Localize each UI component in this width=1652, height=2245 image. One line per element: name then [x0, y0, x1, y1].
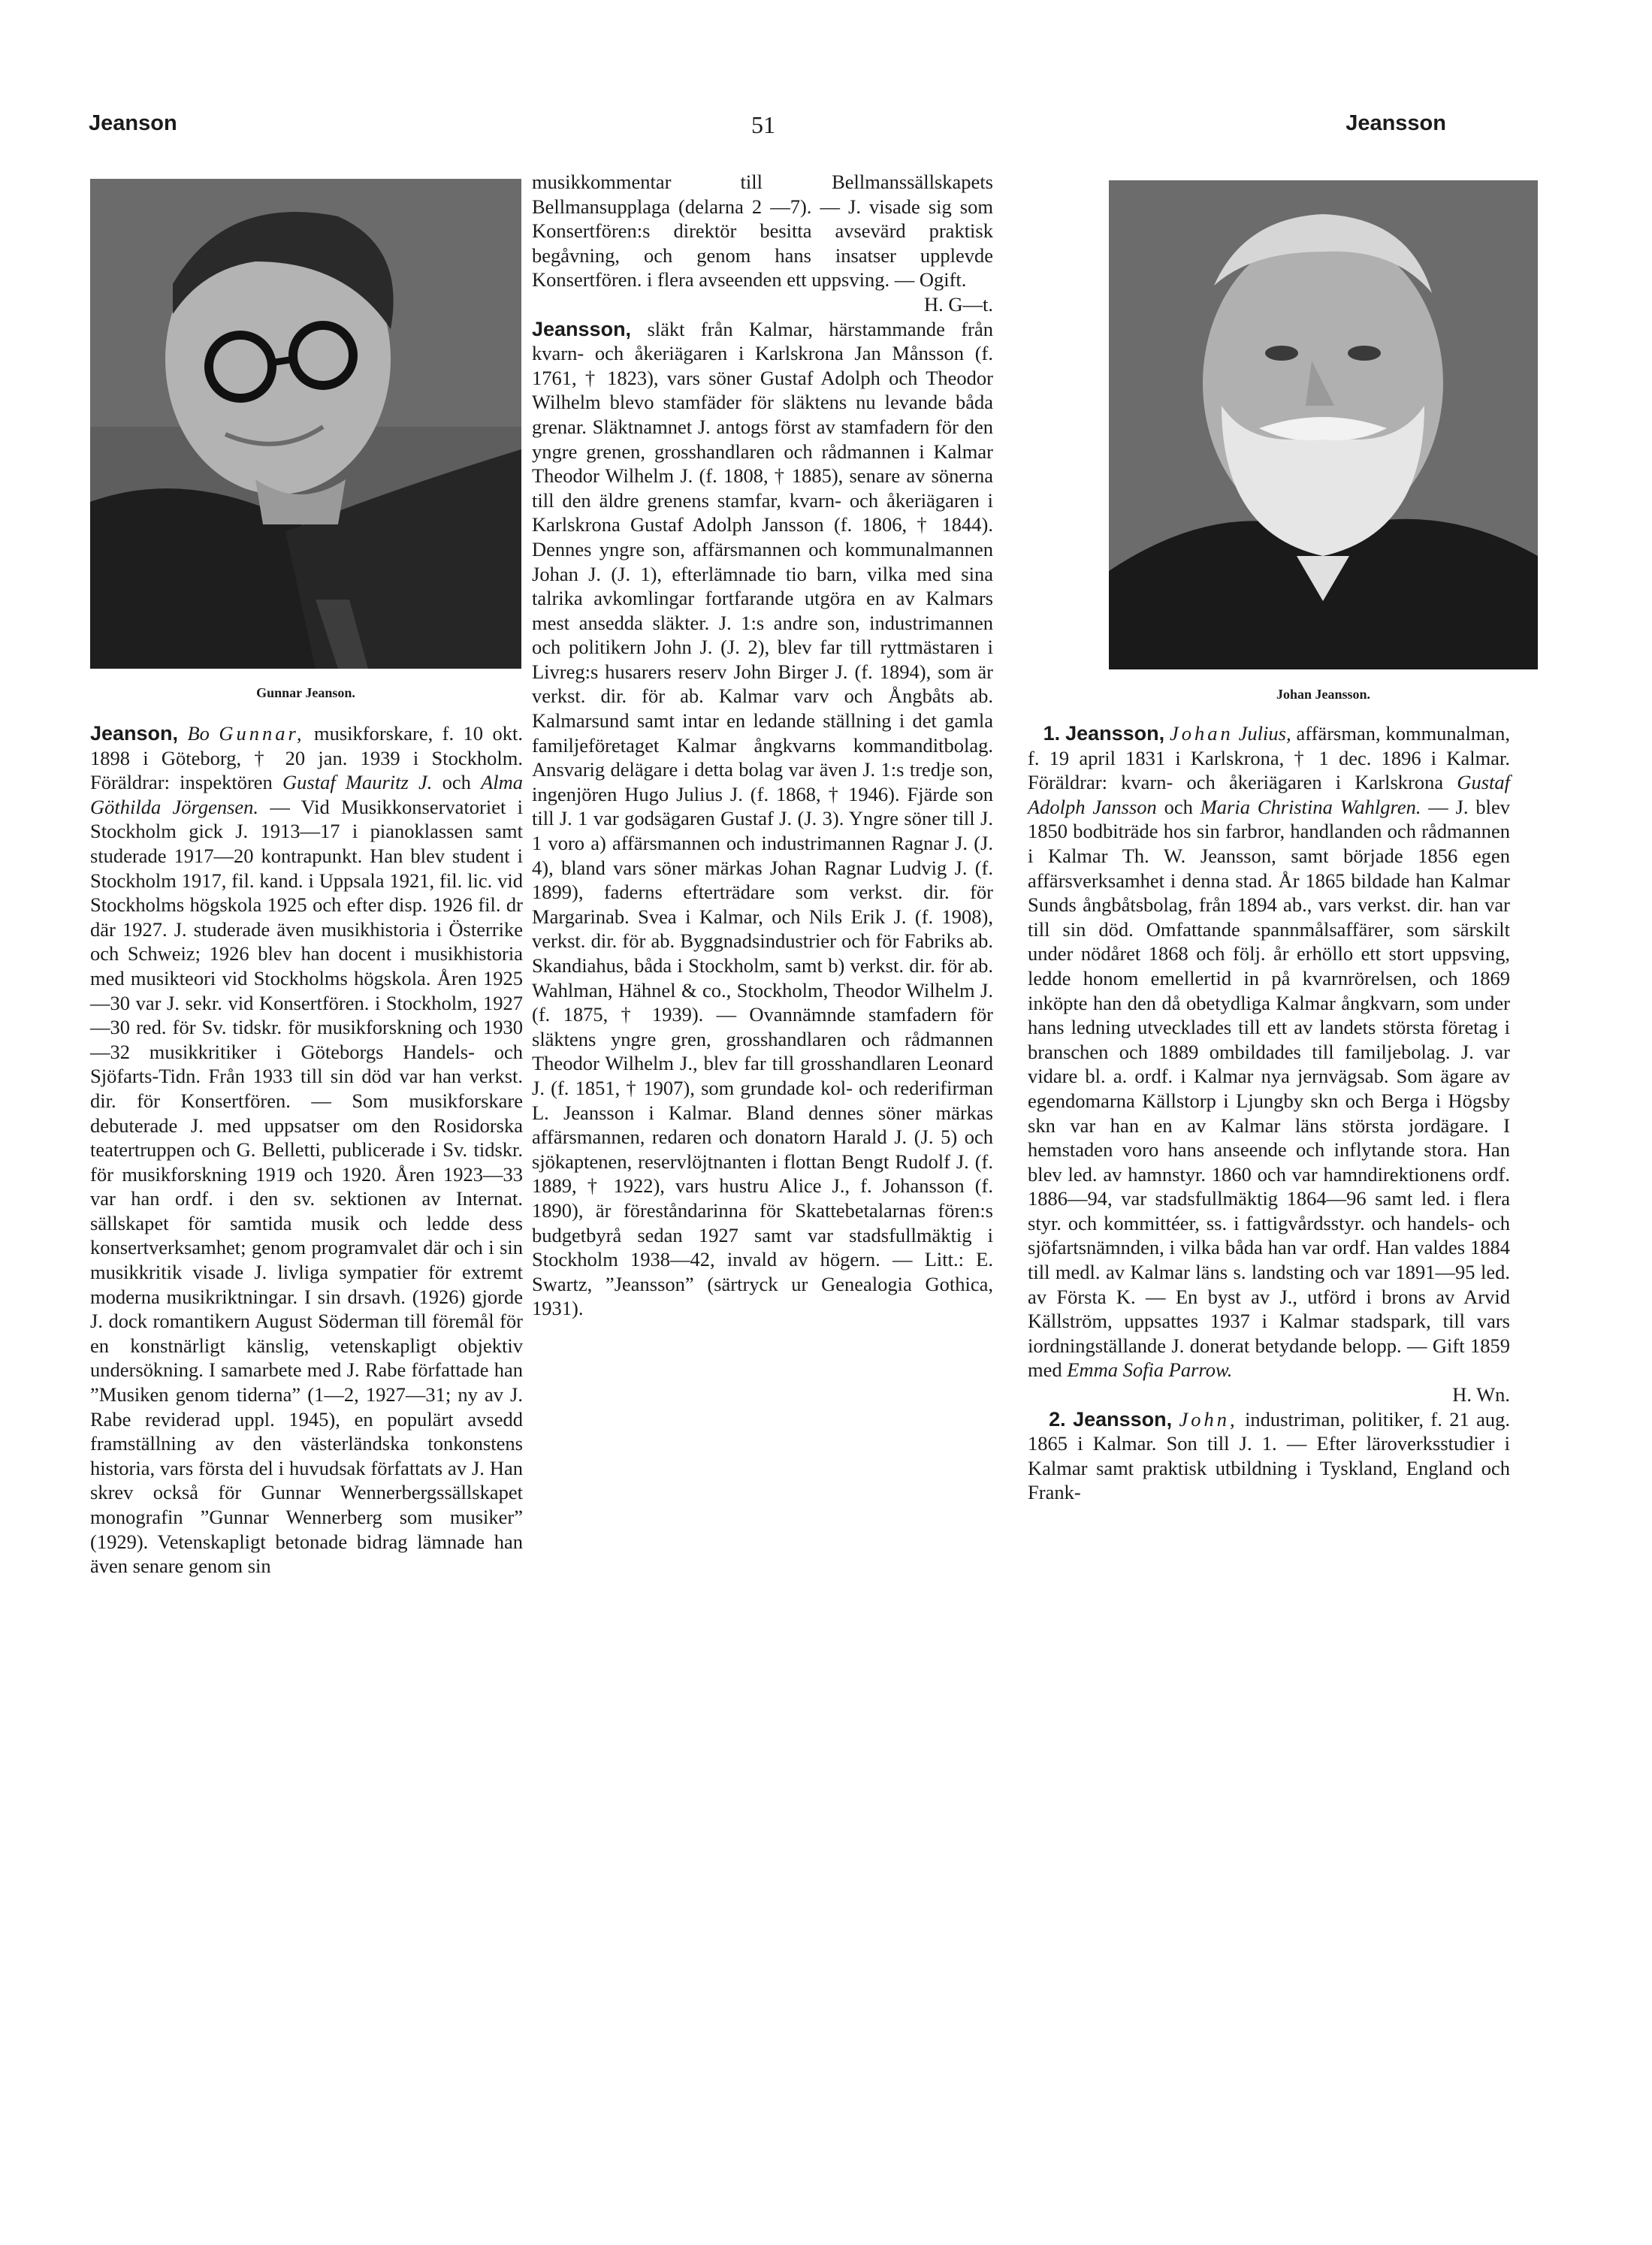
entry-number: 1. — [1043, 722, 1061, 745]
running-head-right: Jeansson — [1345, 111, 1446, 135]
entry-text: — Vid Musikkonservatoriet i Stockholm gick J. 1913—17 i pianoklassen samt studerade 1917—20 kontrapunkt. Han blev student i Stockholm 1917, fil. kand. i Uppsala 1921, fil. lic. vid Stockholms högskola 1925 och efter disp. 1926 fil. dr där 1927. J. studerade även musikhistoria i Österrike och Schweiz; 1926 blev han docent i musikhistoria med musikteori vid Stockholms högskola. Åren 1925—30 var J. sekr. vid Konsertfören. i Stockholm, 1927 —30 red. för Sv. tidskr. för musikforskning och 1930—32 musikkritiker i Göteborgs Handels- och Sjöfarts-Tidn. Från 1933 till sin död var han verkst. dir. för Konsertfören. — Som musikforskare debuterade J. med uppsatser om den Rosidorska teatertruppen och G. Belletti, publicerade i Sv. tidskr. för musikforskning 1919 och 1920. Åren 1923—33 var han ordf. i den sv. sektionen av Internat. sällskapet för samtida musik och ledde dess konsertverksamhet; genom programvalet där och i sin musikkritik visade J. livliga sympatier för extremt moderna musikriktningar. I sin drsavh. (1926) gjorde J. dock romantikern August Söderman till föremål för en konstnärligt känslig, vetenskapligt objektiv undersökning. I samarbete med J. Rabe författade han ”Musiken genom tiderna” (1—2, 1927—31; ny av J. Rabe reviderad uppl. 1945), en populärt avsedd framställning av den västerländska tonkonstens historia, vars första del i huvudsak författats av J. Han skrev också för Gunnar Wennerbergssällskapet monografin ”Gunnar Wennerberg som musiker” (1929). Vetenskapligt betonade bidrag lämnade han även senare genom sin — [90, 795, 524, 1578]
headword: Jeanson, — [90, 722, 179, 745]
author-signature: H. G—t. — [923, 292, 993, 316]
entry-text: — J. blev 1850 bodbiträde hos sin farbror, handlanden och rådmannen i Kalmar Th. W. Jeansson, samt började 1856 egen affärsverksamhet i denna stad. År 1865 bildade han Kalmar Sunds ångbåtsbolag, från 1894 ab., vars verkst. dir. han var till sin död. Omfattande spannmålsaffärer, som särskilt under nödåret 1868 och följ. år erhöllo ett stort uppsving, ledde honom emellertid in på kvarnrörelsen, och 1869 inköpte han den då obetydliga Kalmar ångkvarn, som under hans ledning utvecklades till ett av landets största företag i branschen och 1889 ombildades till familjebolag. J. var vidare bl. a. ordf. i Kalmar nya jernvägsab. Som ägare av egendomarna Källstorp i Ljungby skn och Berga i Högsby skn var han en av Kalmar läns största jordägare. I hemstaden voro hans anseende och inflytande stora. Han blev led. av hamnstyr. 1860 och var hamndirektionens ordf. 1886—94, var stadsfullmäktig 1864—96 samt led. i flera styr. och kommittéer, ss. i fattigvårdsstyr. och handels- och sjöfartsnämnden, i vilka båda han var ordf. Han valdes 1884 till medl. av Kalmar läns s. landsting och var 1891—95 led. av Första K. — En byst av J., utförd i brons av Arvid Källström, uppsattes 1937 i Kalmar stadspark, till vars iordningställande J. donerat betydande belopp. — Gift 1859 med — [1028, 795, 1510, 1382]
given-name-spaced: Johan — [1170, 722, 1234, 745]
mother-name: Maria Christina Wahlgren. — [1200, 795, 1421, 818]
running-head-left: Jeanson — [89, 111, 177, 135]
entry-john-jeansson — [1028, 1407, 1510, 1505]
entry-text: släkt från Kalmar, härstammande från kvarn- och åkeriägaren i Karlskrona Jan Månsson (f. 1761, † 1823), vars söner Gustaf Adolph och Theodor Wilhelm blevo stamfäder för släktens nu levande båda grenar. Släktnamnet J. antogs först av stamfadern för den yngre grenen, grosshandlaren och rådmannen i Kalmar Theodor Wilhelm J. (f. 1808, † 1885), senare av sönerna till den äldre grenens stamfar, kvarn- och åkeriägaren i Karlskrona Gustaf Adolph Jansson (f. 1806, † 1844). Dennes yngre son, affärsmannen och kommunalmannen Johan J. (J. 1), efterlämnade tio barn, vilka med sina talrika avkomlingar fortfarande utgöra en av Kalmars mest ansedda släkter. J. 1:s andre son, industrimannen och politikern John J. (J. 2), blev far till ryttmästaren i Livreg:s husarers reserv John Birger J. (f. 1894), som är verkst. dir. för ab. Kalmar varv och Ångbåts ab. Kalmarsund samt intar en ledande ställning i det gamla familjeföretaget Kalmar ångkvarns kommanditbolag. Ansvarig delägare i detta bolag var även J. 1:s tredje son, ingenjören Hugo Julius J. (f. 1868, † 1946). Fjärde son till J. 1 var godsägaren Gustaf J. (J. 3). Yngre söner till J. 1 voro a) affärsmannen och industrimannen Ragnar J. (J. 4), bland vars söner märkas Johan Ragnar Ludvig J. (f. 1899), faderns efterträdare som verkst. dir. för Margarinab. Svea i Kalmar, och Nils Erik J. (f. 1908), verkst. dir. för ab. Byggnadsindustrier och för Fabriks ab. Skandiahus, båda i Stockholm, samt b) verkst. dir. för ab. Wahlman, Hähnel & co., Stockholm, Theodor Wilhelm J. (f. 1875, † 1939). — Ovannämnde stamfadern för släktens yngre gren, grosshandlaren och rådmannen Theodor Wilhelm J., blev far till grosshandlaren Leonard J. (f. 1851, † 1907), som grundade kol- och rederifirman L. Jeansson i Kalmar. Bland dennes söner märkas affärsmannen, redaren och donatorn Harald J. (J. 5) och sjökaptenen, reservlöjtnanten i flottan Bengt Rudolf J. (f. 1889, † 1922), vars hustru Alice J., f. Johansson (f. 1890), är föreståndarinna för Skattebetalarnas fören:s budgetbyrå sedan 1927 samt var stadsfullmäktig i Stockholm 1938—42, invald av högern. — Litt.: E. Swartz, ”Jeansson” (särtryck ur Genealogia Gothica, 1931). — [532, 317, 994, 1320]
given-name: Bo — [187, 722, 210, 745]
father-name: Gustaf Mauritz J. — [282, 771, 433, 794]
portrait-gunnar-jeanson — [90, 179, 521, 669]
father-name: Gustaf Adolph Jansson — [1028, 771, 1511, 818]
column-middle — [532, 170, 993, 1321]
figure-caption-right: Johan Jeansson. — [1276, 687, 1371, 702]
entry-jeansson-family — [532, 317, 993, 1321]
page-number: 51 — [751, 111, 775, 138]
headword: Jeansson, — [532, 317, 632, 340]
wife-name: Emma Sofia Parrow. — [1067, 1358, 1233, 1382]
conjunction: och — [1164, 795, 1193, 818]
given-name-spaced: John, — [1179, 1407, 1238, 1431]
entry-continuation: musikkommentar till Bellmanssällskapets Bellmansupplaga (delarna 2 —7). — J. visade sig som Konsertfören:s direktör besitta avsevärd praktisk begåvning, och genom hans insatser upplevde Konsertfören. i flera avseenden ett uppsving. — Ogift. — [532, 171, 993, 292]
conjunction: och — [442, 771, 471, 794]
author-signature: H. Wn. — [1452, 1383, 1510, 1407]
headword: Jeansson, — [1065, 722, 1165, 745]
column-right — [1028, 721, 1510, 1505]
entry-text: industriman, politiker, f. 21 aug. 1865 i Kalmar. Son till J. 1. — Efter läroverksstudier i Kalmar samt praktisk utbildning i Tyskland, England och Frank- — [1028, 1407, 1511, 1504]
given-name: Julius, — [1238, 722, 1291, 745]
column-left — [90, 721, 523, 1579]
entry-text: affärsman, kommunalman, f. 19 april 1831 i Karlskrona, † 1 dec. 1896 i Kalmar. Föräldrar: kvarn- och åkeriägaren i Karlskrona — [1028, 722, 1511, 794]
entry-number: 2. — [1049, 1407, 1066, 1431]
mother-name: Alma Göthilda Jörgensen. — [90, 771, 523, 818]
figure-caption-left: Gunnar Jeanson. — [256, 685, 355, 700]
headword: Jeansson, — [1073, 1407, 1173, 1431]
portrait-johan-jeansson — [1109, 180, 1538, 669]
entry-gunnar-jeanson — [90, 721, 523, 1579]
given-name-spaced: Gunnar, — [219, 722, 305, 745]
entry-text: musikforskare, f. 10 okt. 1898 i Göteborg, † 20 jan. 1939 i Stockholm. Föräldrar: inspektören — [90, 722, 523, 794]
entry-johan-jeansson — [1028, 721, 1510, 1382]
